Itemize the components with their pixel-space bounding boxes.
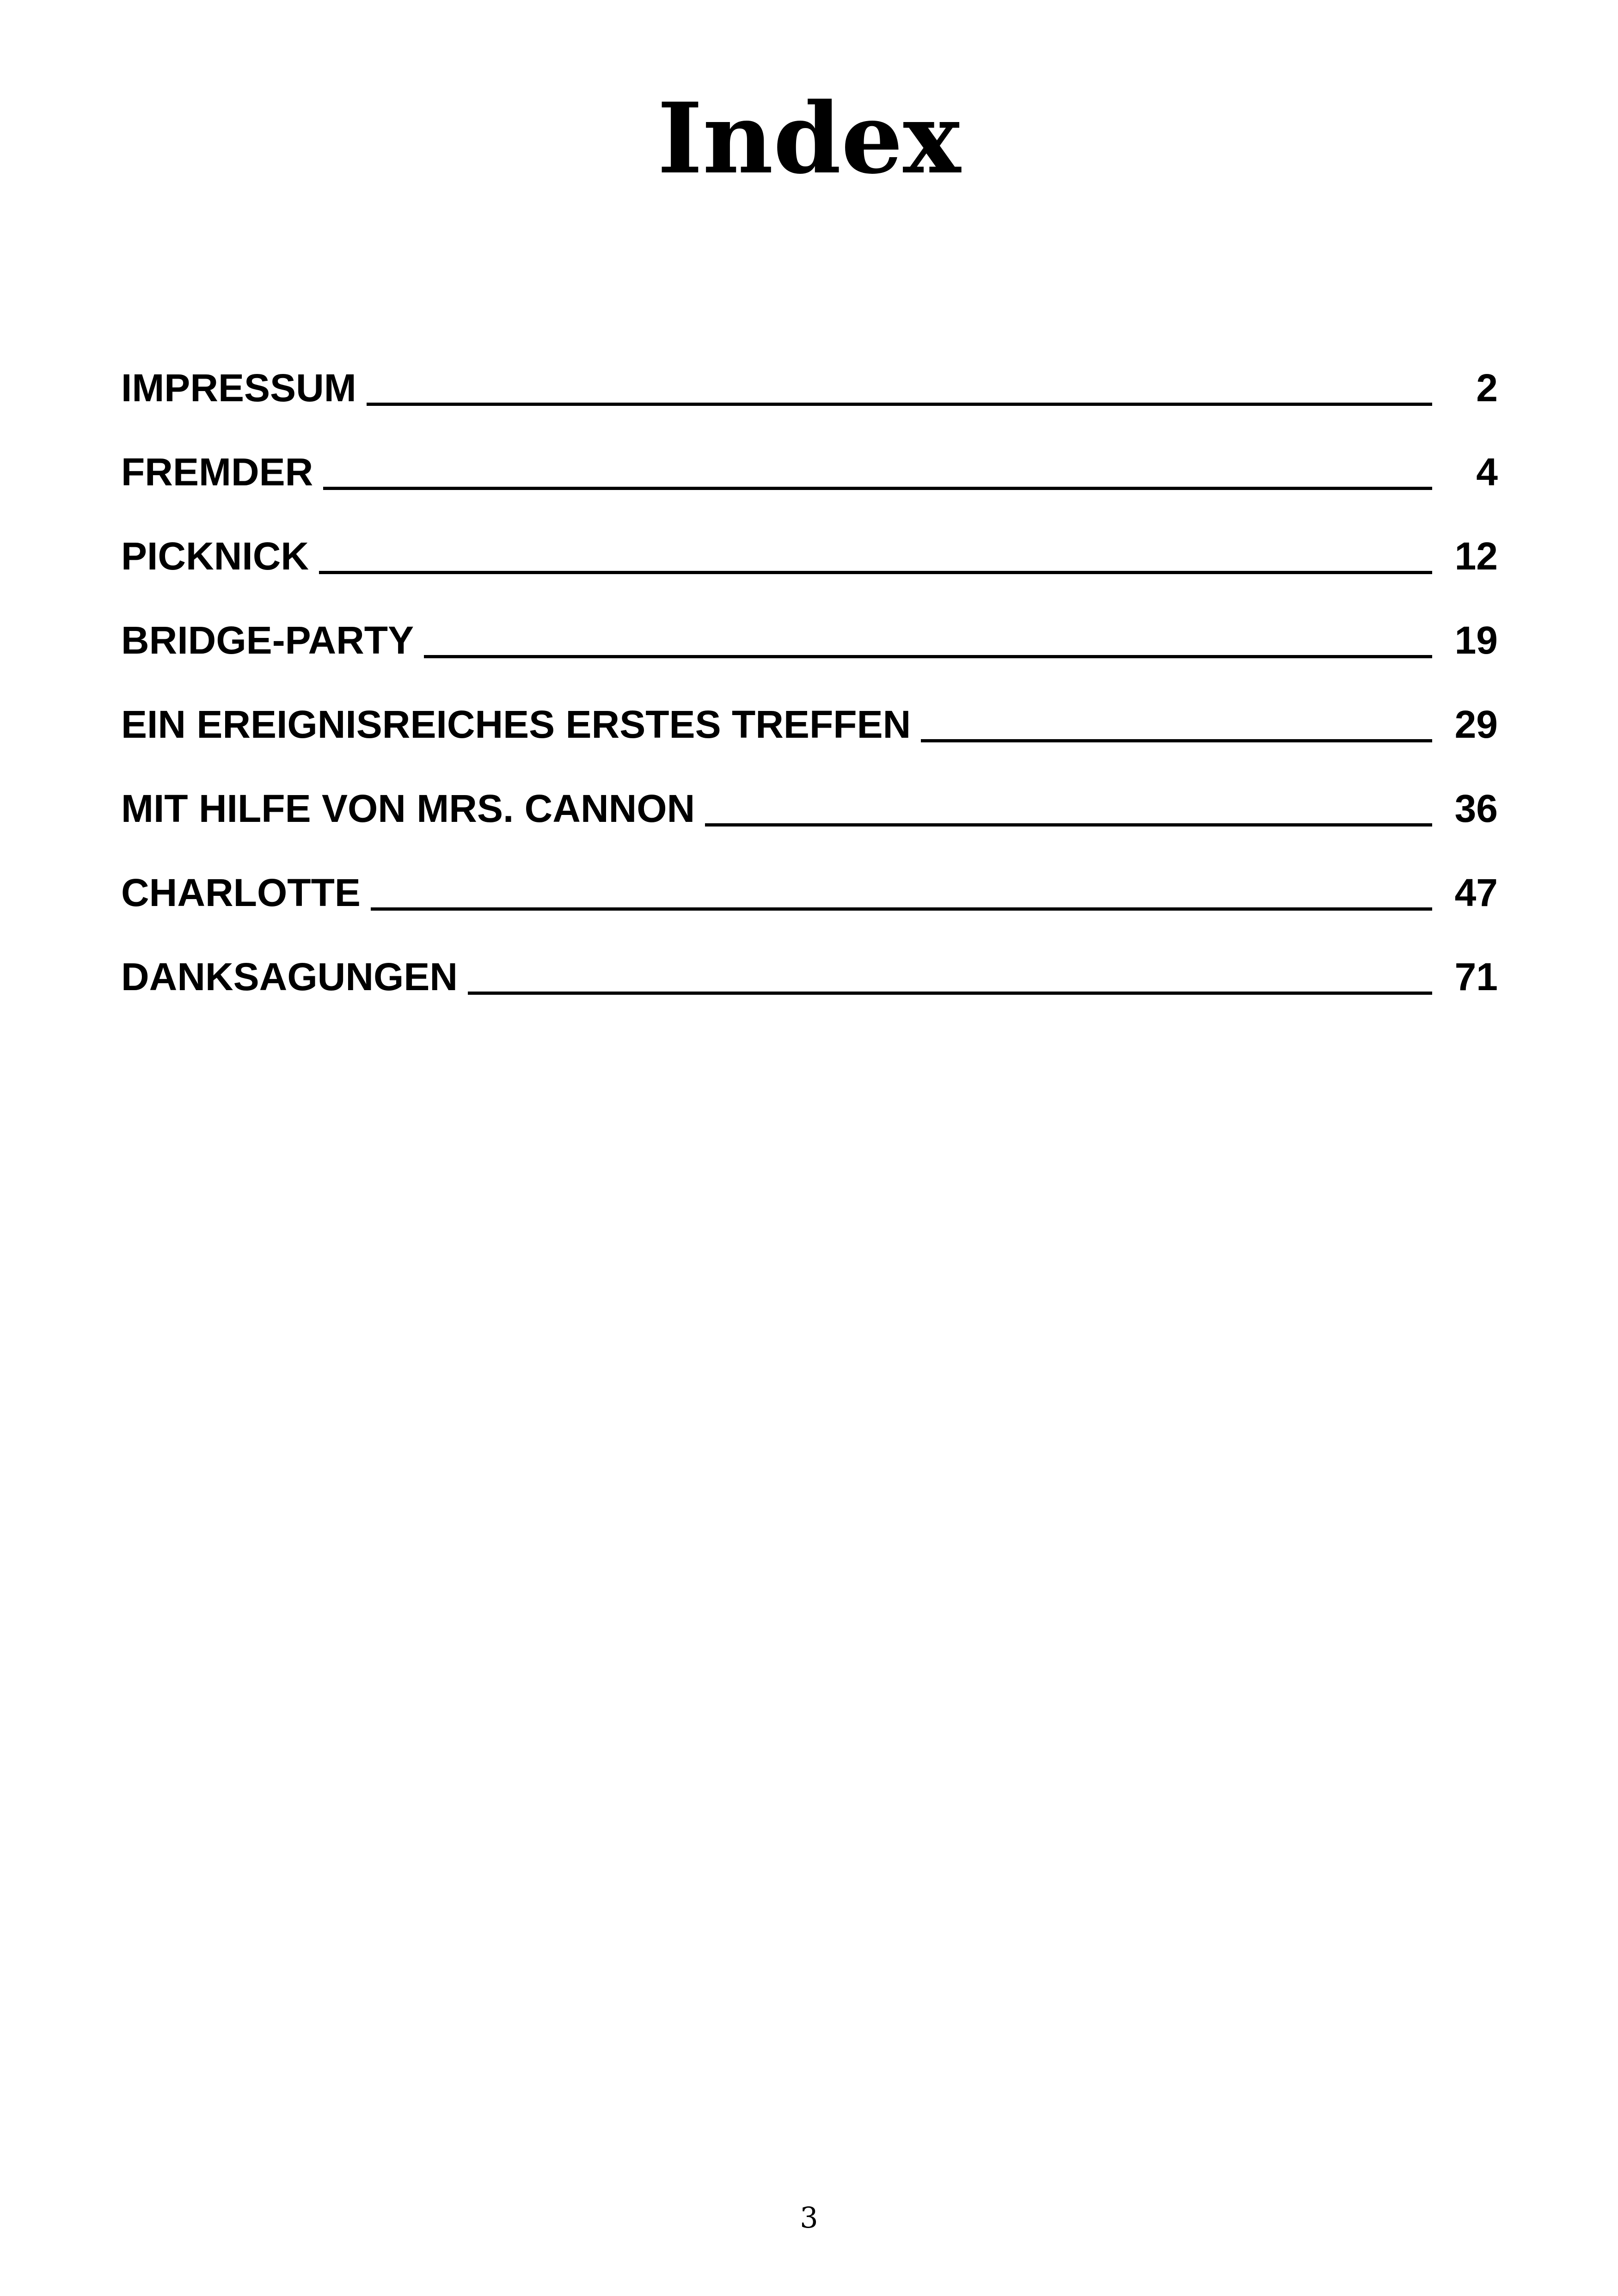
toc-entry-page: 29 [1454, 703, 1498, 746]
toc-leader-line [424, 655, 1432, 658]
toc-entry-label: PICKNICK [121, 534, 309, 578]
table-of-contents [121, 329, 1498, 1002]
toc-entry-page: 4 [1476, 450, 1498, 494]
toc-leader-line [323, 487, 1432, 490]
toc-leader-line [319, 571, 1432, 574]
toc-entry-label: MIT HILFE VON MRS. CANNON [121, 787, 695, 830]
toc-entry-picknick[interactable] [121, 497, 1498, 582]
toc-leader-line [367, 403, 1432, 406]
toc-entry-label: EIN EREIGNISREICHES ERSTES TREFFEN [121, 703, 911, 746]
toc-entry-charlotte[interactable] [121, 834, 1498, 918]
toc-entry-page: 2 [1476, 366, 1498, 410]
toc-entry-ein-ereignisreiches-erstes-treffen[interactable] [121, 666, 1498, 750]
toc-entry-label: CHARLOTTE [121, 871, 361, 914]
toc-entry-page: 47 [1454, 871, 1498, 914]
toc-entry-impressum[interactable] [121, 329, 1498, 413]
toc-leader-line [705, 823, 1432, 827]
toc-leader-line [468, 992, 1432, 995]
toc-entry-page: 19 [1454, 618, 1498, 662]
toc-leader-line [371, 907, 1432, 911]
toc-entry-label: IMPRESSUM [121, 366, 356, 410]
toc-leader-line [921, 739, 1432, 742]
toc-entry-bridge-party[interactable] [121, 582, 1498, 666]
toc-entry-danksagungen[interactable] [121, 918, 1498, 1002]
page-number: 3 [800, 2201, 818, 2235]
toc-entry-label: DANKSAGUNGEN [121, 955, 458, 998]
toc-entry-label: BRIDGE-PARTY [121, 618, 414, 662]
toc-entry-mit-hilfe-von-mrs-cannon[interactable] [121, 750, 1498, 834]
toc-entry-page: 36 [1454, 787, 1498, 830]
toc-entry-page: 71 [1454, 955, 1498, 998]
toc-entry-page: 12 [1454, 534, 1498, 578]
page-title: Index [657, 81, 961, 196]
toc-entry-fremder[interactable] [121, 413, 1498, 497]
toc-entry-label: FREMDER [121, 450, 313, 494]
